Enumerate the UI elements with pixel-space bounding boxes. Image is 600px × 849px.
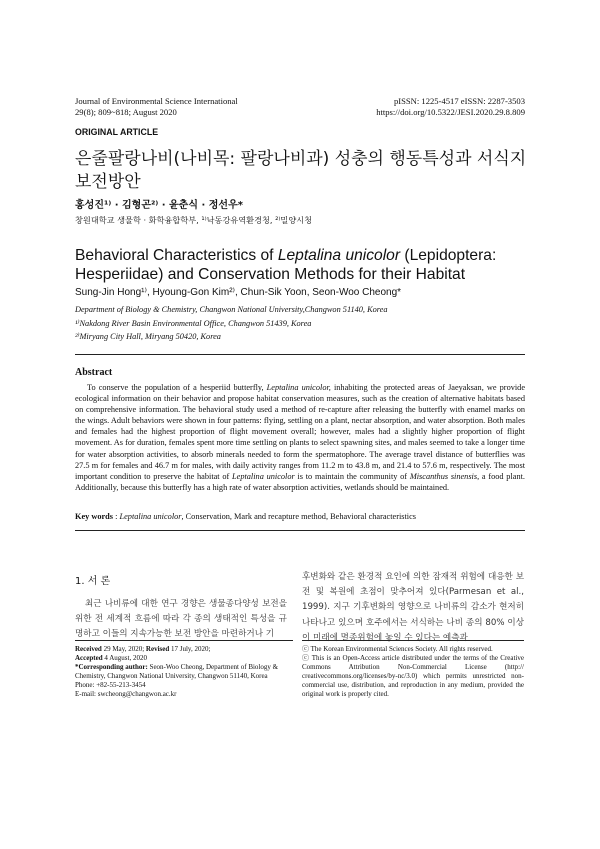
right-column-text: 후변화와 같은 환경적 요인에 의한 잠재적 위험에 대응한 보전 및 복원에 초점이 맞추어져 있다(Parmesan et al., 1999). 지구 기후변화의 영향으로 나비류의 감소가 현저히 나타나고 있으며 호주에서는 서식하는 나비 종의 80% 이상이 미래에 멸종위험에 놓일 수 있다는 예측과 xyxy=(302,572,524,643)
title-en-before: Behavioral Characteristics of xyxy=(75,247,278,264)
keywords-label: Key words xyxy=(75,512,114,521)
abstract-body: To conserve the population of a hesperiid butterfly, Leptalina unicolor, inhabiting the protected areas of Jaeyaksan, we provide ecological information on their behavior and propose habitat conservation measures, such as the creation of alternative habitats based on comprehensive information. The behavioral study used a method of re-capture after releasing the butterfly with enamel marks on the wings. Adult behaviors were shown in four patterns: flying, settling on a plant, nectar absorption, and water absorption. Both males and females had the highest proportion of flight movement overall; however, males had a slightly higher proportion of flight movement. As for duration, females spent more time settling on plants to select spawning sites, and males seemed to take a longer time for water absorption activities, to absorb minerals needed to form the spermatophore. The average travel distance of butterflies was 27.5 m for females and 46.7 m for males, with daily activity ranges from 11.2 m to 43.8 m, and 21.4 to 57.6 m, respectively. The most important condition to preserve the habitat of Leptalina unicolor is to maintain the community of Miscanthus sinensis, a food plant. Additionally, because this butterfly has a high rate of water absorption activities, wetlands should be maintained. xyxy=(75,383,525,492)
title-en-after: (Lepidoptera: Hesperiidae) and Conservation Methods for their Habitat xyxy=(75,247,497,283)
affiliation-en-2: ¹⁾Nakdong River Basin Environmental Office, Changwon 51439, Korea xyxy=(75,319,312,328)
footnote-rule-left xyxy=(75,640,293,641)
article-type: ORIGINAL ARTICLE xyxy=(75,127,159,137)
copyright-text: ⓒ The Korean Environmental Sciences Society. All rights reserved. xyxy=(302,645,493,653)
left-column-text: 최근 나비류에 대한 연구 경향은 생물종다양성 보전을 위한 전 세계적 흐름에 따라 각 종의 생태적인 특성을 규명하고 이들의 지속가능한 보전 방안을 마련하거나 기 xyxy=(75,599,287,640)
received-footnote: Received 29 May, 2020; Revised 17 July, 2020; Accepted 4 August, 2020 *Corresponding author: Seon-Woo Cheong, Department of Biology & Chemistry, Changwon National University, Changwon 51140, Korea Phone: +82-55-213-3454 E-mail: swcheong@changwon.ac.kr xyxy=(75,645,293,698)
journal-name: Journal of Environmental Science International xyxy=(75,96,238,106)
journal-issue: 29(8); 809~818; August 2020 xyxy=(75,107,177,117)
divider-top xyxy=(75,354,525,355)
abstract-heading: Abstract xyxy=(75,367,113,378)
authors-korean: 홍성진¹⁾ · 김형곤²⁾ · 윤춘식 · 정선우* xyxy=(75,200,243,211)
affiliation-en-1: Department of Biology & Chemistry, Changwon National University,Changwon 51140, Korea xyxy=(75,305,388,314)
divider-bottom xyxy=(75,530,525,531)
affiliation-en-3: ²⁾Miryang City Hall, Miryang 50420, Korea xyxy=(75,332,221,341)
keywords: Key words : Leptalina unicolor, Conservation, Mark and recapture method, Behavioral characteristics xyxy=(75,512,417,521)
footnote-rule-right xyxy=(302,640,524,641)
journal-doi[interactable]: https://doi.org/10.5322/JESI.2020.29.8.809 xyxy=(376,107,525,117)
title-english xyxy=(75,246,535,284)
phone: Phone: +82-55-213-3454 xyxy=(75,680,146,689)
authors-english: Sung-Jin Hong¹⁾, Hyoung-Gon Kim²⁾, Chun-Sik Yoon, Seon-Woo Cheong* xyxy=(75,287,402,298)
journal-issn: pISSN: 1225-4517 eISSN: 2287-3503 xyxy=(393,96,525,106)
license-text: ⓒ This is an Open-Access article distributed under the terms of the Creative Commons Attribution Non-Commercial License (http:// creativecommons.org/licenses/by-nc/3.0) which permits unrestricted non-commercial use, distribution, and reproduction in any medium, provided the original work is properly cited. xyxy=(302,653,524,698)
section-heading: 1. 서 론 xyxy=(75,576,111,587)
affiliations-korean: 창원대학교 생물학 · 화학융합학부, ¹⁾낙동강유역환경청, ²⁾밀양시청 xyxy=(75,215,313,225)
license-footnote xyxy=(302,645,524,698)
title-en-species: Leptalina unicolor xyxy=(277,247,401,264)
title-korean: 은줄팔랑나비(나비목: 팔랑나비과) 성충의 행동특성과 서식지 보전방안 xyxy=(75,149,527,192)
email[interactable]: E-mail: swcheong@changwon.ac.kr xyxy=(75,689,177,698)
